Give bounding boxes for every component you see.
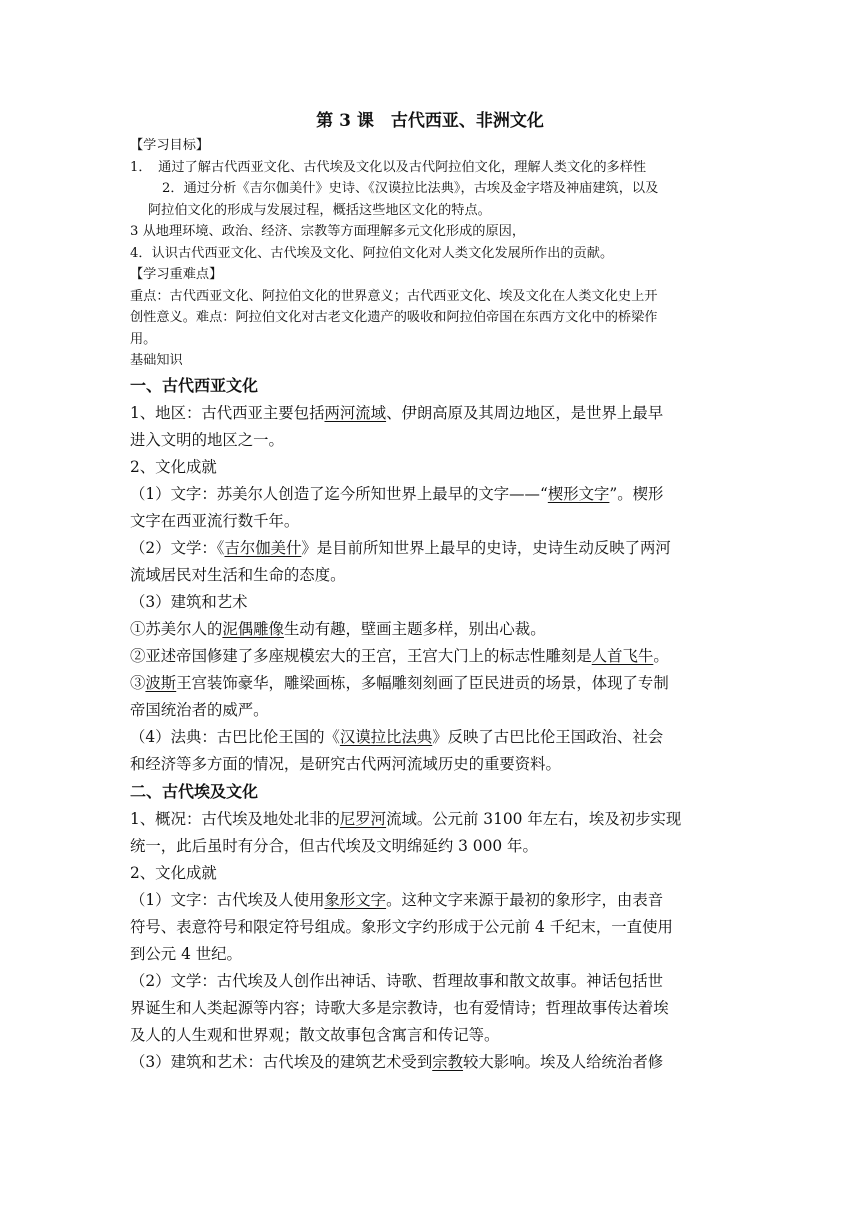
- key-points-line-2: 创性意义。难点：阿拉伯文化对古老文化遗产的吸收和阿拉伯帝国在东西方文化中的桥梁作: [130, 310, 658, 325]
- region-paragraph-cont: 进入文明的地区之一。: [130, 430, 284, 449]
- region-paragraph: 1、地区：古代西亚主要包括两河流域、伊朗高原及其周边地区，是世界上最早: [130, 403, 664, 422]
- egypt-writing-paragraph: （1）文字：古代埃及人使用象形文字。这种文字来源于最初的象形字，由表音: [130, 890, 664, 909]
- underlined-term: 楔形文字: [547, 484, 610, 503]
- page-title: 第 3 课 古代西亚、非洲文化: [316, 111, 544, 131]
- document-content: [130, 100, 730, 1076]
- underlined-term: 尼罗河: [339, 809, 387, 828]
- objective-item-2: 2．通过分析《吉尔伽美什》史诗、《汉谟拉比法典》，古埃及金字塔及神庙建筑，以及: [162, 181, 659, 196]
- underlined-term: 泥偶雕像: [222, 619, 284, 638]
- art-item-3: ③波斯王宫装饰豪华，雕梁画栋，多幅雕刻刻画了臣民进贡的场景，体现了专制: [130, 673, 669, 692]
- overview-paragraph: 1、概况：古代埃及地处北非的尼罗河流域。公元前 3100 年左右，埃及初步实现: [130, 809, 682, 828]
- writing-paragraph-cont: 文字在西亚流行数千年。: [130, 511, 300, 530]
- objective-item-1: 1． 通过了解古代西亚文化、古代埃及文化以及古代阿拉伯文化，理解人类文化的多样性: [130, 159, 647, 175]
- egypt-literature-paragraph-end: 及人的人生观和世界观；散文故事包含寓言和传记等。: [130, 1025, 500, 1044]
- underlined-term: 汉谟拉比法典: [339, 727, 433, 746]
- law-paragraph-cont: 和经济等多方面的情况，是研究古代两河流域历史的重要资料。: [130, 754, 561, 773]
- objective-item-4: 4．认识古代西亚文化、古代埃及文化、阿拉伯文化对人类文化发展所作出的贡献。: [130, 245, 614, 261]
- underlined-term: 人首飞牛: [591, 646, 654, 665]
- art-item-2: ②亚述帝国修建了多座规模宏大的王宫，王宫大门上的标志性雕刻是人首飞牛。: [130, 646, 669, 665]
- egypt-writing-paragraph-cont: 符号、表意符号和限定符号组成。象形文字约形成于公元前 4 千纪末，一直使用: [130, 917, 673, 936]
- egypt-writing-paragraph-end: 到公元 4 世纪。: [130, 944, 242, 963]
- overview-paragraph-cont: 统一，此后虽时有分合，但古代埃及文明绵延约 3 000 年。: [130, 836, 538, 855]
- objective-item-2-cont: 阿拉伯文化的形成与发展过程，概括这些地区文化的特点。: [148, 202, 491, 218]
- key-points-header: 【学习重难点】: [130, 267, 223, 282]
- egypt-literature-paragraph-cont: 界诞生和人类起源等内容；诗歌大多是宗教诗，也有爱情诗；哲理故事传达着埃: [130, 998, 669, 1017]
- writing-paragraph: （1）文字：苏美尔人创造了迄今所知世界上最早的文字——“楔形文字”。楔形: [130, 484, 664, 503]
- key-points-line-3: 用。: [130, 331, 157, 347]
- art-item-1: ①苏美尔人的泥偶雕像生动有趣，壁画主题多样，别出心裁。: [130, 619, 546, 638]
- egypt-architecture-paragraph: （3）建筑和艺术：古代埃及的建筑艺术受到宗教较大影响。埃及人给统治者修: [130, 1052, 664, 1071]
- achievements-label: 2、文化成就: [130, 457, 217, 476]
- egypt-literature-paragraph: （2）文学：古代埃及人创作出神话、诗歌、哲理故事和散文故事。神话包括世: [130, 971, 664, 990]
- underlined-term: 波斯: [145, 673, 177, 692]
- architecture-label: （3）建筑和艺术: [130, 592, 248, 611]
- basic-knowledge-label: 基础知识: [130, 353, 183, 368]
- section-heading-west-asia: 一、古代西亚文化: [130, 375, 259, 395]
- objective-item-3: 3 从地理环境、政治、经济、宗教等方面理解多元文化形成的原因，: [130, 224, 526, 239]
- objectives-header: 【学习目标】: [130, 138, 210, 153]
- literature-paragraph-cont: 流域居民对生活和生命的态度。: [130, 565, 346, 584]
- underlined-term: 象形文字: [324, 890, 387, 909]
- section-heading-egypt: 二、古代埃及文化: [130, 781, 259, 801]
- art-item-3-cont: 帝国统治者的威严。: [130, 700, 269, 719]
- achievements-label-egypt: 2、文化成就: [130, 863, 217, 882]
- key-points-line-1: 重点：古代西亚文化、阿拉伯文化的世界意义；古代西亚文化、埃及文化在人类文化史上开: [130, 288, 658, 304]
- underlined-term: 两河流域: [324, 403, 387, 422]
- literature-paragraph: （2）文学：《吉尔伽美什》是目前所知世界上最早的史诗，史诗生动反映了两河: [130, 538, 671, 557]
- underlined-term: 宗教: [432, 1052, 464, 1071]
- underlined-term: 吉尔伽美什: [224, 538, 302, 557]
- law-paragraph: （4）法典：古巴比伦王国的《汉谟拉比法典》反映了古巴比伦王国政治、社会: [130, 727, 664, 746]
